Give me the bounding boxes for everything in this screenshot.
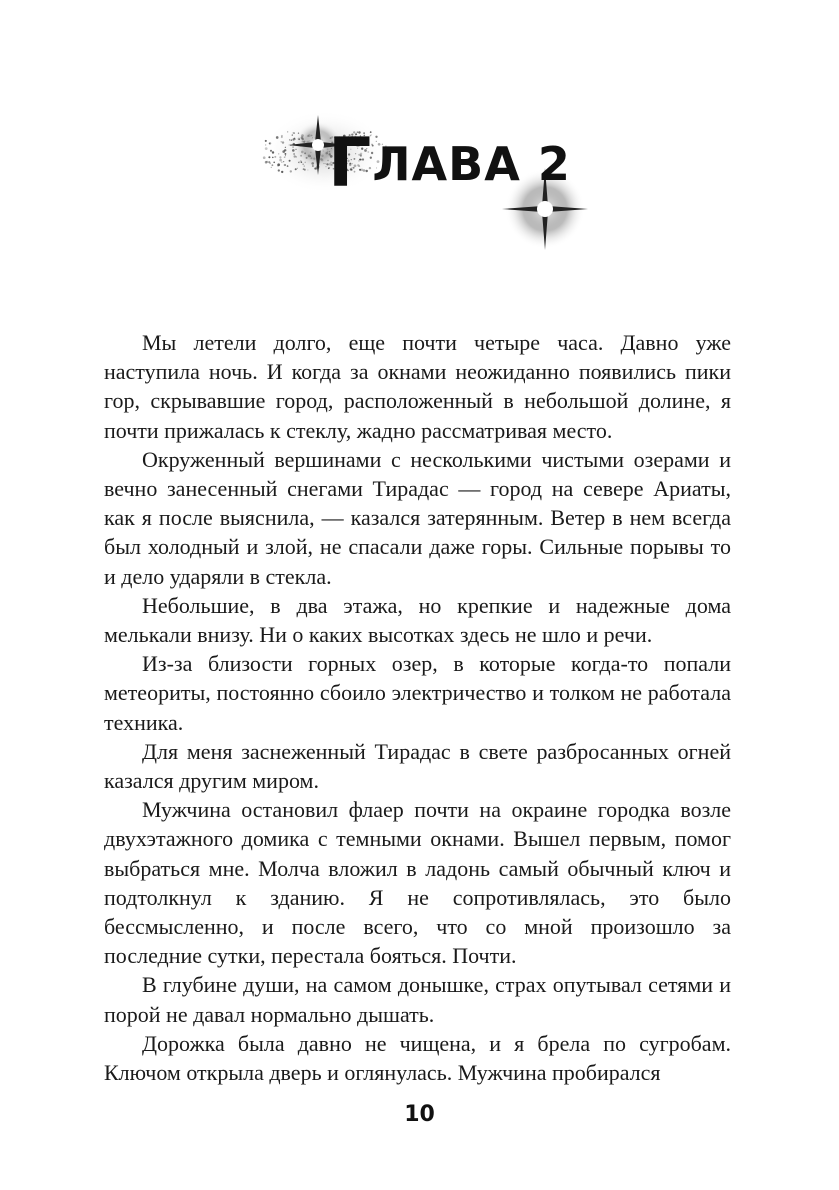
chapter-title-rest: ЛАВА 2	[372, 137, 571, 191]
paragraph: Для меня заснеженный Тирадас в свете разбросанных огней казался другим миром.	[104, 738, 731, 794]
chapter-title	[328, 124, 571, 203]
paragraph: Дорожка была давно не чищена, и я брела по сугробам. Ключом открыла дверь и оглянулась. Мужчина пробирался	[104, 1030, 731, 1086]
chapter-heading	[0, 90, 839, 290]
paragraph: Окруженный вершинами с несколькими чистыми озерами и вечно занесенный снегами Тирадас — город на севере Ариаты, как я после выяснила, — казался затерянным. Ветер в нем всегда был холодный и злой, не спасали даже горы. Сильные порывы то и дело ударяли в стекла.	[104, 446, 731, 589]
paragraph: Мужчина остановил флаер почти на окраине городка возле двухэтажного домика с темными окнами. Вышел первым, помог выбраться мне. Молча вложил в ладонь самый обычный ключ и подтолкнул к зданию. Я не сопротивлялась, это было бессмысленно, и после всего, что со мной произошло за последние сутки, перестала бояться. Почти.	[104, 797, 731, 969]
page-number: 10	[404, 1102, 435, 1127]
paragraph: Мы летели долго, еще почти четыре часа. Давно уже наступила ночь. И когда за окнами неожиданно появились пики гор, скрывавшие город, расположенный в небольшой долине, я почти прижалась к стеклу, жадно рассматривая место.	[104, 330, 731, 443]
paragraph: В глубине души, на самом донышке, страх опутывал сетями и порой не давал нормально дышать.	[104, 972, 731, 1027]
paragraph: Небольшие, в два этажа, но крепкие и надежные дома мелькали внизу. Ни о каких высотках здесь не шло и речи.	[104, 592, 731, 648]
chapter-title-initial: Г	[328, 124, 373, 203]
paragraph: Из-за близости горных озер, в которые когда-то попали метеориты, постоянно сбоило электричество и толком не работала техника.	[104, 651, 731, 735]
chapter-text	[104, 328, 731, 1087]
